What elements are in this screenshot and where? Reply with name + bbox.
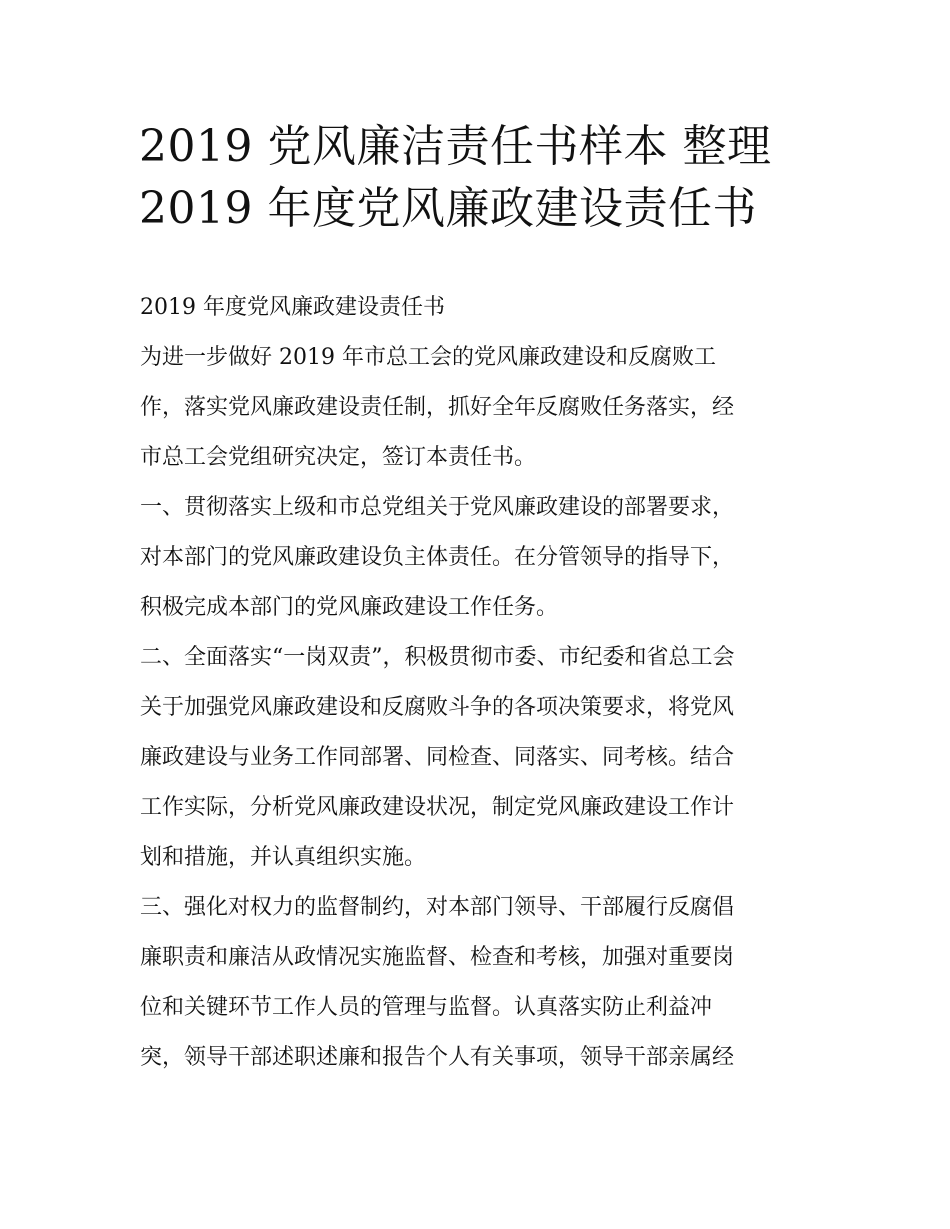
body-line: 突，领导干部述职述廉和报告个人有关事项，领导干部亲属经 — [140, 1045, 735, 1070]
body-subtitle: 2019 年度党风廉政建设责任书 — [140, 295, 445, 320]
body-line: 市总工会党组研究决定，签订本责任书。 — [140, 445, 537, 470]
document-title — [139, 116, 829, 240]
body-line: 一、贯彻落实上级和市总党组关于党风廉政建设的部署要求， — [140, 495, 735, 520]
body-line: 廉职责和廉洁从政情况实施监督、检查和考核，加强对重要岗 — [140, 945, 735, 970]
body-line: 廉政建设与业务工作同部署、同检查、同落实、同考核。结合 — [140, 745, 735, 770]
body-line: 为进一步做好 2019 年市总工会的党风廉政建设和反腐败工 — [140, 345, 716, 370]
body-line: 二、全面落实“一岗双责”，积极贯彻市委、市纪委和省总工会 — [140, 645, 735, 670]
body-line: 划和措施，并认真组织实施。 — [140, 845, 427, 870]
body-line: 位和关键环节工作人员的管理与监督。认真落实防止利益冲 — [140, 995, 713, 1020]
body-line: 工作实际，分析党风廉政建设状况，制定党风廉政建设工作计 — [140, 795, 735, 820]
document-body — [140, 283, 820, 1083]
title-line-2: 2019 年度党风廉政建设责任书 — [139, 183, 757, 234]
body-line: 作，落实党风廉政建设责任制，抓好全年反腐败任务落实，经 — [140, 395, 735, 420]
body-line: 积极完成本部门的党风廉政建设工作任务。 — [140, 595, 559, 620]
body-line: 关于加强党风廉政建设和反腐败斗争的各项决策要求，将党风 — [140, 695, 735, 720]
body-line: 三、强化对权力的监督制约，对本部门领导、干部履行反腐倡 — [140, 895, 735, 920]
body-line: 对本部门的党风廉政建设负主体责任。在分管领导的指导下， — [140, 545, 735, 570]
title-line-1: 2019 党风廉洁责任书样本 整理 — [139, 121, 772, 172]
